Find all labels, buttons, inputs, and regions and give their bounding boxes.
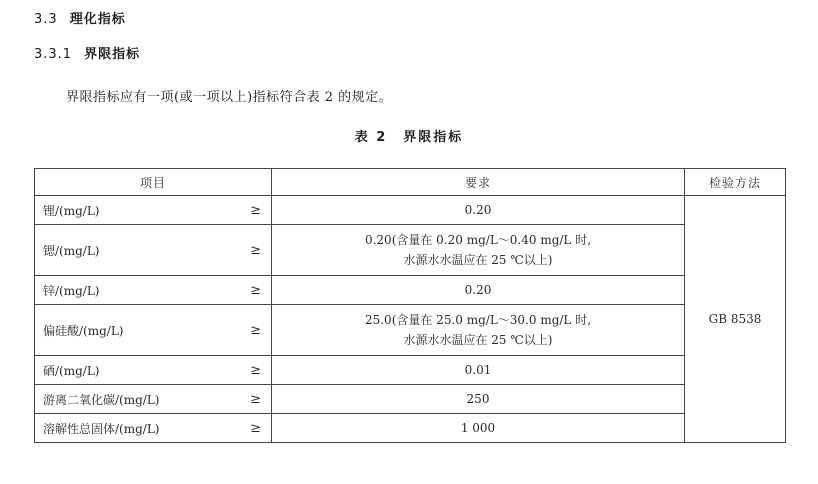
subsection-heading <box>34 43 140 62</box>
operator: ≥ <box>250 202 261 218</box>
requirement-line-2: 水源水水温应在 25 ℃以上) <box>403 333 553 347</box>
operator: ≥ <box>250 420 261 436</box>
table-header-row <box>35 169 786 196</box>
table-number: 表 2 <box>354 130 388 145</box>
operator: ≥ <box>250 282 261 298</box>
table-row <box>35 356 786 385</box>
requirement-cell <box>272 385 685 414</box>
requirement-cell <box>272 225 685 276</box>
item-label: 锂/(mg/L) <box>43 203 100 218</box>
requirement-line-2: 水源水水温应在 25 ℃以上) <box>403 253 553 267</box>
item-label: 锌/(mg/L) <box>43 283 100 298</box>
requirement-line: 0.20(含量在 0.20 mg/L～0.40 mg/L 时, <box>364 233 592 247</box>
requirement-line: 250 <box>466 392 490 406</box>
subsection-title: 界限指标 <box>84 47 141 62</box>
operator: ≥ <box>250 391 261 407</box>
table-row <box>35 276 786 305</box>
section-heading <box>34 8 126 27</box>
header-item: 项目 <box>35 169 272 196</box>
operator: ≥ <box>250 242 261 258</box>
table-caption <box>0 126 818 145</box>
header-method: 检验方法 <box>685 169 786 196</box>
item-cell <box>35 305 272 356</box>
item-label: 溶解性总固体/(mg/L) <box>43 421 160 436</box>
item-cell <box>35 276 272 305</box>
operator: ≥ <box>250 322 261 338</box>
limits-table <box>34 168 786 443</box>
requirement-cell <box>272 356 685 385</box>
requirement-line: 0.20 <box>464 203 492 217</box>
item-cell <box>35 414 272 443</box>
item-label: 游离二氧化碳/(mg/L) <box>43 392 160 407</box>
table-row <box>35 305 786 356</box>
item-label: 硒/(mg/L) <box>43 363 100 378</box>
item-cell <box>35 225 272 276</box>
item-label: 偏硅酸/(mg/L) <box>43 323 124 338</box>
requirement-cell <box>272 305 685 356</box>
requirement-line: 25.0(含量在 25.0 mg/L～30.0 mg/L 时, <box>364 313 592 327</box>
item-label: 锶/(mg/L) <box>43 243 100 258</box>
table-row <box>35 225 786 276</box>
section-number: 3.3 <box>34 12 58 27</box>
requirement-line: 0.01 <box>464 363 492 377</box>
operator: ≥ <box>250 362 261 378</box>
requirement-line: 1 000 <box>460 421 496 435</box>
table-row <box>35 385 786 414</box>
section-title: 理化指标 <box>69 12 126 27</box>
item-cell <box>35 196 272 225</box>
item-cell <box>35 385 272 414</box>
method-cell: GB 8538 <box>685 196 786 443</box>
requirement-cell <box>272 414 685 443</box>
subsection-number: 3.3.1 <box>34 47 73 62</box>
requirement-cell <box>272 276 685 305</box>
body-paragraph: 界限指标应有一项(或一项以上)指标符合表 2 的规定。 <box>66 90 393 105</box>
header-requirement: 要求 <box>272 169 685 196</box>
table-row <box>35 414 786 443</box>
requirement-cell <box>272 196 685 225</box>
requirement-line: 0.20 <box>464 283 492 297</box>
table-row <box>35 196 786 225</box>
item-cell <box>35 356 272 385</box>
table-title: 界限指标 <box>403 130 464 145</box>
